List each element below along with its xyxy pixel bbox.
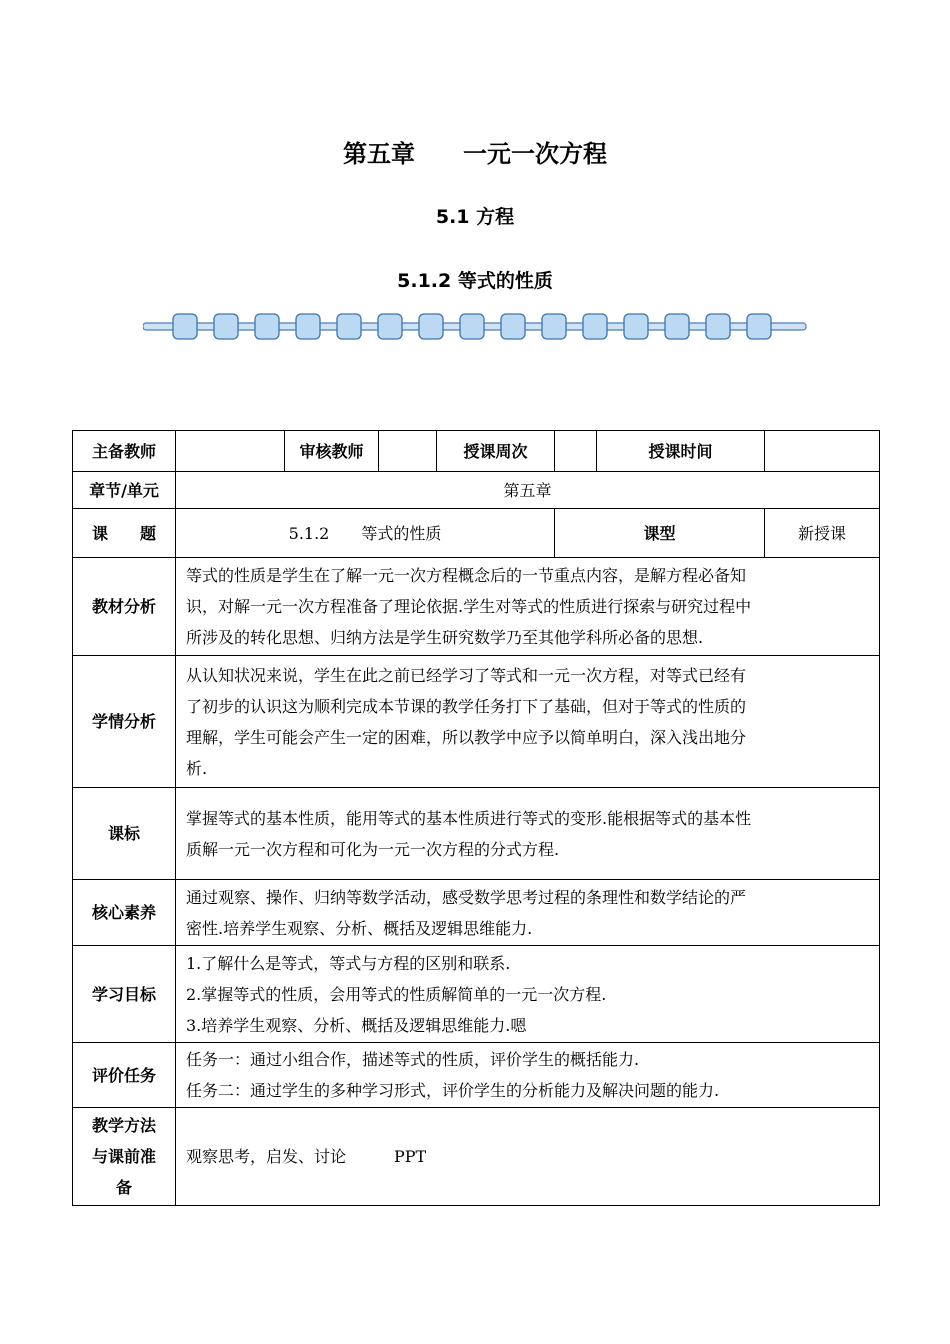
chapter-name: 一元一次方程 xyxy=(463,140,607,168)
core-literacy-text xyxy=(176,880,880,946)
chapter-title xyxy=(0,134,950,169)
bead xyxy=(214,314,238,339)
lesson-type-value: 新授课 xyxy=(765,509,880,558)
table-row xyxy=(73,656,880,788)
label-line: 备 xyxy=(115,1178,132,1197)
lesson-plan-table xyxy=(72,430,880,1206)
lead-teacher-label: 主备教师 xyxy=(73,431,176,472)
bead xyxy=(542,314,566,339)
text-line: 任务一：通过小组合作，描述等式的性质，评价学生的概括能力. xyxy=(186,1050,640,1069)
core-literacy-label: 核心素养 xyxy=(73,880,176,946)
text-line: 了初步的认识这为顺利完成本节课的教学任务打下了基础，但对于等式的性质的 xyxy=(186,696,747,716)
lead-teacher-value xyxy=(176,431,285,472)
text-line: 3.培养学生观察、分析、概括及逻辑思维能力.嗯 xyxy=(186,1015,527,1035)
curriculum-standard-text xyxy=(176,788,880,880)
reviewer-value xyxy=(379,431,437,472)
text-line: 等式的性质是学生在了解一元一次方程概念后的一节重点内容，是解方程必备知 xyxy=(186,566,747,585)
teaching-method-value: 观察思考，启发、讨论 PPT xyxy=(176,1108,880,1206)
bead xyxy=(460,314,484,339)
subsection-title: 5.1.2 等式的性质 xyxy=(397,270,553,292)
time-value xyxy=(765,431,880,472)
curriculum-standard-label: 课标 xyxy=(73,788,176,880)
table-row xyxy=(73,509,880,558)
bead xyxy=(583,314,607,339)
week-value xyxy=(555,431,597,472)
assessment-tasks-text xyxy=(176,1043,880,1108)
learner-analysis-text xyxy=(176,656,880,788)
text-line: 析. xyxy=(186,758,208,778)
text-line: 1.了解什么是等式，等式与方程的区别和联系. xyxy=(186,953,511,973)
bead xyxy=(255,314,279,339)
text-line: 密性.培养学生观察、分析、概括及逻辑思维能力. xyxy=(186,918,533,938)
text-line: 识，对解一元一次方程准备了理论依据.学生对等式的性质进行探索与研究过程中 xyxy=(186,597,752,616)
topic-value: 5.1.2 等式的性质 xyxy=(176,509,555,558)
table-row xyxy=(73,788,880,880)
label-line: 与课前准 xyxy=(91,1147,156,1166)
bead xyxy=(337,314,361,339)
table-row xyxy=(73,1043,880,1108)
text-line: 通过观察、操作、归纳等数学活动，感受数学思考过程的条理性和数学结论的严 xyxy=(186,887,747,907)
reviewer-label: 审核教师 xyxy=(285,431,379,472)
learning-objectives-label: 学习目标 xyxy=(73,946,176,1043)
label-line: 教学方法 xyxy=(91,1116,156,1135)
table-row xyxy=(73,558,880,656)
section-title: 5.1 方程 xyxy=(435,206,515,228)
table-row xyxy=(73,880,880,946)
text-line: 从认知状况来说，学生在此之前已经学习了等式和一元一次方程，对等式已经有 xyxy=(186,665,747,685)
bead xyxy=(665,314,689,339)
chapter-number: 第五章 xyxy=(343,140,415,168)
time-label: 授课时间 xyxy=(597,431,765,472)
decorative-bead-divider xyxy=(143,311,808,343)
table-row xyxy=(73,1108,880,1206)
bead xyxy=(706,314,730,339)
bead xyxy=(378,314,402,339)
teaching-method-label xyxy=(73,1108,176,1206)
text-line: 理解，学生可能会产生一定的困难，所以教学中应予以简单明白，深入浅出地分 xyxy=(186,727,747,747)
material-analysis-text xyxy=(176,558,880,656)
bead xyxy=(747,314,771,339)
bead-divider-graphic xyxy=(143,311,808,343)
text-line: 所涉及的转化思想、归纳方法是学生研究数学乃至其他学科所必备的思想. xyxy=(186,628,704,647)
text-line: 质解一元一次方程和可化为一元一次方程的分式方程. xyxy=(186,839,560,859)
learning-objectives-text xyxy=(176,946,880,1043)
text-line: 2.掌握等式的性质，会用等式的性质解简单的一元一次方程. xyxy=(186,984,607,1004)
topic-label: 课 题 xyxy=(73,509,176,558)
table-row xyxy=(73,431,880,472)
bead xyxy=(501,314,525,339)
learner-analysis-label: 学情分析 xyxy=(73,656,176,788)
bead xyxy=(173,314,197,339)
lesson-type-label: 课型 xyxy=(555,509,765,558)
unit-value: 第五章 xyxy=(176,472,880,509)
unit-label: 章节/单元 xyxy=(73,472,176,509)
week-label: 授课周次 xyxy=(437,431,555,472)
table-row xyxy=(73,472,880,509)
bead xyxy=(419,314,443,339)
bead xyxy=(296,314,320,339)
text-line: 掌握等式的基本性质，能用等式的基本性质进行等式的变形.能根据等式的基本性 xyxy=(186,808,752,828)
bead xyxy=(624,314,648,339)
material-analysis-label: 教材分析 xyxy=(73,558,176,656)
assessment-tasks-label: 评价任务 xyxy=(73,1043,176,1108)
table-row xyxy=(73,946,880,1043)
text-line: 任务二：通过学生的多种学习形式，评价学生的分析能力及解决问题的能力. xyxy=(186,1081,720,1100)
